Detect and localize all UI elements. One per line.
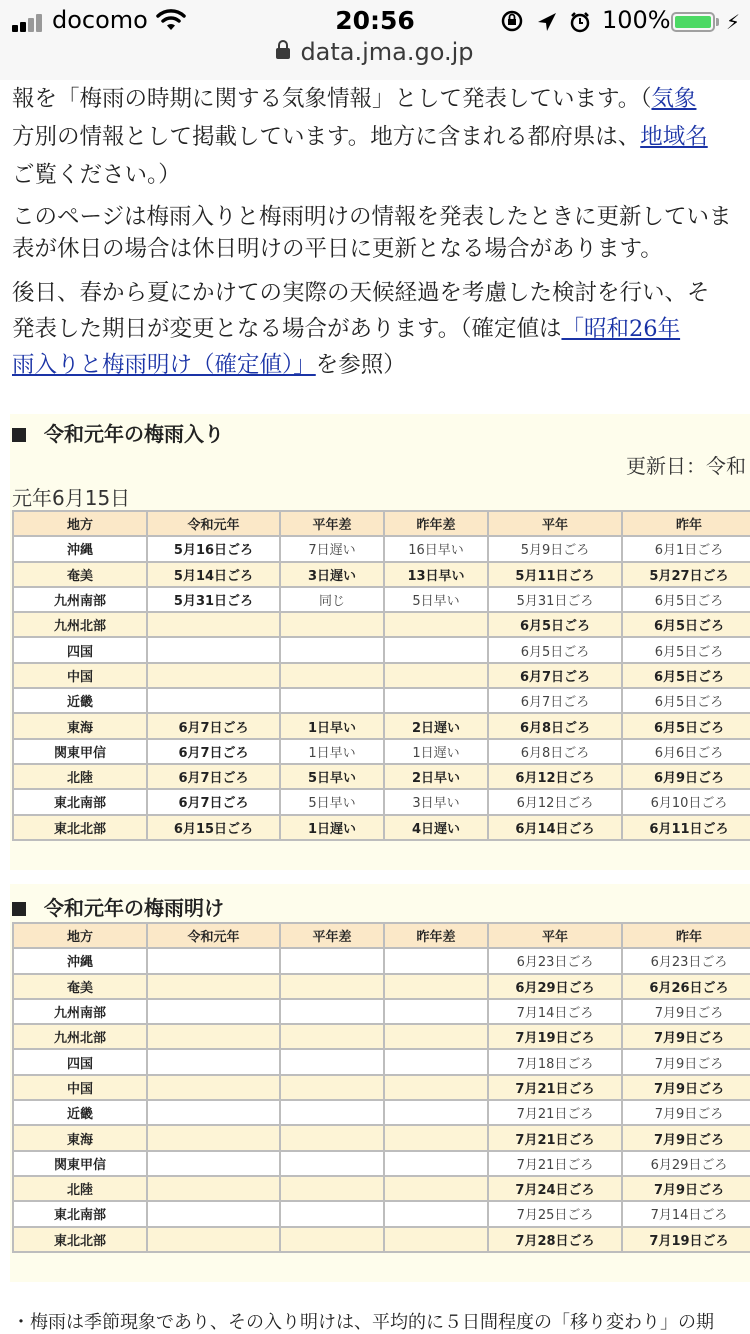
table-cell: 3日早い [385, 790, 487, 813]
table-cell: 5月31日ごろ [489, 588, 621, 611]
end-table [12, 922, 750, 1253]
clock: 20:56 [335, 6, 415, 35]
region-name: 九州北部 [14, 1025, 146, 1048]
table-cell [385, 689, 487, 712]
table-cell: 6月7日ごろ [489, 664, 621, 687]
table-cell: 7月14日ごろ [623, 1202, 750, 1225]
table-cell [148, 1025, 279, 1048]
table-cell: 1日遅い [385, 740, 487, 763]
table-header-row [14, 512, 750, 535]
table-cell: 2日早い [385, 765, 487, 788]
region-name: 四国 [14, 1050, 146, 1073]
table-cell: 7月9日ごろ [623, 1177, 750, 1200]
table-cell: 7月9日ごろ [623, 1000, 750, 1023]
table-cell [281, 1228, 383, 1251]
region-name: 沖縄 [14, 537, 146, 560]
link-kishou[interactable]: 気象 [651, 86, 697, 112]
intro-line-3: ご覧ください。） [12, 162, 181, 188]
column-header: 令和元年 [148, 924, 279, 947]
table-cell [385, 1177, 487, 1200]
table-cell: 7月9日ごろ [623, 1025, 750, 1048]
table-cell: 5日早い [281, 790, 383, 813]
table-cell: 6月23日ごろ [623, 949, 750, 972]
link-chiikimei[interactable]: 地域名 [640, 124, 708, 150]
table-cell: 6月5日ごろ [623, 613, 750, 636]
table-cell: 4日遅い [385, 816, 487, 839]
table-cell: 5月31日ごろ [148, 588, 279, 611]
table-cell [281, 664, 383, 687]
updated-date-label: 更新日：令和 [626, 454, 746, 478]
square-bullet-icon [12, 902, 26, 916]
table-cell: 6月5日ごろ [623, 588, 750, 611]
table-cell: 6月5日ごろ [623, 664, 750, 687]
table-cell: 6月7日ごろ [148, 740, 279, 763]
table-cell: 7月19日ごろ [489, 1025, 621, 1048]
table-cell [281, 1126, 383, 1149]
table-row [14, 816, 750, 839]
region-name: 中国 [14, 1076, 146, 1099]
table-row [14, 1202, 750, 1225]
table-cell [281, 1076, 383, 1099]
table-cell [148, 1177, 279, 1200]
region-name: 北陸 [14, 765, 146, 788]
url-text: data.jma.go.jp [300, 38, 474, 66]
table-cell [148, 638, 279, 661]
table-row [14, 790, 750, 813]
table-cell: 7月14日ごろ [489, 1000, 621, 1023]
table-cell [385, 949, 487, 972]
table-cell: 6月7日ごろ [148, 765, 279, 788]
table-row [14, 1076, 750, 1099]
table-cell: 7月21日ごろ [489, 1152, 621, 1175]
table-cell [148, 1101, 279, 1124]
table-cell [385, 664, 487, 687]
carrier-name: docomo [52, 6, 148, 34]
table-cell [281, 689, 383, 712]
table-cell: 5月16日ごろ [148, 537, 279, 560]
table-cell [281, 638, 383, 661]
table-cell: 7月21日ごろ [489, 1076, 621, 1099]
table-cell: 1日遅い [281, 816, 383, 839]
end-section-title: 令和元年の梅雨明け [12, 892, 224, 921]
table-cell [148, 1050, 279, 1073]
battery-tip [716, 18, 719, 26]
table-cell [148, 1228, 279, 1251]
region-name: 九州北部 [14, 613, 146, 636]
table-row [14, 664, 750, 687]
table-cell [148, 1202, 279, 1225]
table-cell: 6月7日ごろ [148, 714, 279, 737]
table-cell [281, 1025, 383, 1048]
table-cell: 6月1日ごろ [623, 537, 750, 560]
table-cell: 7月21日ごろ [489, 1101, 621, 1124]
table-cell: 6月8日ごろ [489, 740, 621, 763]
onset-section-title: 令和元年の梅雨入り [12, 418, 224, 447]
table-cell: 7月9日ごろ [623, 1050, 750, 1073]
table-cell: 7月9日ごろ [623, 1101, 750, 1124]
table-cell: 13日早い [385, 563, 487, 586]
table-cell: 5月27日ごろ [623, 563, 750, 586]
page-content[interactable] [0, 80, 750, 1334]
table-row [14, 588, 750, 611]
column-header: 平年 [489, 924, 621, 947]
battery-icon [671, 12, 715, 32]
column-header: 昨年差 [385, 512, 487, 535]
footnote: ・梅雨は季節現象であり、その入り明けは、平均的に５日間程度の「移り変わり」の期 [12, 1312, 714, 1333]
table-cell [385, 1076, 487, 1099]
square-bullet-icon [12, 428, 26, 442]
table-cell: 5月14日ごろ [148, 563, 279, 586]
table-cell [281, 1177, 383, 1200]
table-row [14, 1101, 750, 1124]
table-cell [385, 1152, 487, 1175]
column-header: 平年差 [281, 924, 383, 947]
column-header: 平年差 [281, 512, 383, 535]
table-row [14, 949, 750, 972]
table-cell: 7月21日ごろ [489, 1126, 621, 1149]
region-name: 沖縄 [14, 949, 146, 972]
table-row [14, 765, 750, 788]
table-cell: 6月5日ごろ [623, 689, 750, 712]
table-cell [385, 613, 487, 636]
table-cell: 1日早い [281, 740, 383, 763]
table-header-row [14, 924, 750, 947]
table-cell: 3日遅い [281, 563, 383, 586]
column-header: 昨年差 [385, 924, 487, 947]
table-cell: 6月6日ごろ [623, 740, 750, 763]
link-confirmed-values[interactable]: 「昭和26年 [561, 316, 681, 342]
onset-table [12, 510, 750, 841]
column-header: 昨年 [623, 924, 750, 947]
table-row [14, 1228, 750, 1251]
region-name: 東北南部 [14, 790, 146, 813]
table-cell: 6月8日ごろ [489, 714, 621, 737]
table-cell [281, 1101, 383, 1124]
region-name: 関東甲信 [14, 1152, 146, 1175]
table-cell [385, 1101, 487, 1124]
table-cell: 6月23日ごろ [489, 949, 621, 972]
region-name: 東海 [14, 1126, 146, 1149]
table-row [14, 1177, 750, 1200]
table-cell [385, 1000, 487, 1023]
lock-icon [276, 48, 290, 59]
region-name: 関東甲信 [14, 740, 146, 763]
status-bar [0, 0, 750, 80]
table-cell [148, 613, 279, 636]
table-row [14, 1025, 750, 1048]
table-cell: 5日早い [281, 765, 383, 788]
table-cell: 6月10日ごろ [623, 790, 750, 813]
table-row [14, 689, 750, 712]
table-cell [385, 1126, 487, 1149]
column-header: 地方 [14, 512, 146, 535]
table-cell: 16日早い [385, 537, 487, 560]
table-cell: 6月9日ごろ [623, 765, 750, 788]
table-cell [385, 1050, 487, 1073]
region-name: 東北南部 [14, 1202, 146, 1225]
region-name: 東北北部 [14, 816, 146, 839]
rotation-lock-icon [503, 12, 521, 30]
table-row [14, 1126, 750, 1149]
region-name: 近畿 [14, 689, 146, 712]
battery-percentage: 100% [602, 6, 671, 34]
table-cell: 6月14日ごろ [489, 816, 621, 839]
table-cell: 6月7日ごろ [148, 790, 279, 813]
revision-note-line-2: 発表した期日が変更となる場合があります。（確定値は「昭和26年 [12, 316, 681, 342]
table-row [14, 613, 750, 636]
region-name: 中国 [14, 664, 146, 687]
table-cell: 7月9日ごろ [623, 1126, 750, 1149]
table-cell [148, 689, 279, 712]
region-name: 奄美 [14, 563, 146, 586]
table-cell [281, 613, 383, 636]
table-cell [281, 1000, 383, 1023]
table-cell: 6月5日ごろ [489, 613, 621, 636]
address-bar[interactable] [0, 38, 750, 66]
region-name: 九州南部 [14, 1000, 146, 1023]
table-cell [148, 1000, 279, 1023]
table-cell: 6月29日ごろ [489, 975, 621, 998]
table-cell: 6月12日ごろ [489, 765, 621, 788]
table-cell: 6月5日ごろ [623, 638, 750, 661]
table-cell: 6月12日ごろ [489, 790, 621, 813]
alarm-clock-icon [572, 13, 588, 31]
table-cell: 6月15日ごろ [148, 816, 279, 839]
table-cell [148, 1126, 279, 1149]
table-cell: 6月11日ごろ [623, 816, 750, 839]
table-cell: 6月26日ごろ [623, 975, 750, 998]
table-cell: 7月24日ごろ [489, 1177, 621, 1200]
table-cell [385, 1025, 487, 1048]
table-cell [148, 1076, 279, 1099]
table-cell [148, 1152, 279, 1175]
table-row [14, 537, 750, 560]
table-row [14, 638, 750, 661]
table-cell: 7月25日ごろ [489, 1202, 621, 1225]
update-note-line-2: 表が休日の場合は休日明けの平日に更新となる場合があります。 [12, 236, 663, 262]
region-name: 近畿 [14, 1101, 146, 1124]
table-cell: 同じ [281, 588, 383, 611]
revision-note-line-3: 雨入りと梅雨明け（確定値）」を参照） [12, 352, 406, 378]
table-cell: 7月19日ごろ [623, 1228, 750, 1251]
table-cell [385, 638, 487, 661]
table-cell: 5月9日ごろ [489, 537, 621, 560]
table-row [14, 714, 750, 737]
table-cell: 1日早い [281, 714, 383, 737]
column-header: 昨年 [623, 512, 750, 535]
table-cell: 7月9日ごろ [623, 1076, 750, 1099]
table-cell [148, 664, 279, 687]
table-cell [281, 1152, 383, 1175]
table-cell [148, 975, 279, 998]
table-row [14, 563, 750, 586]
table-cell [281, 975, 383, 998]
table-row [14, 1050, 750, 1073]
table-cell [148, 949, 279, 972]
revision-note-line-1: 後日、春から夏にかけての実際の天候経過を考慮した検討を行い、そ [12, 280, 710, 306]
table-cell: 6月7日ごろ [489, 689, 621, 712]
table-cell: 7月28日ごろ [489, 1228, 621, 1251]
location-arrow-icon [538, 13, 556, 31]
charging-bolt-icon: ⚡ [726, 10, 741, 34]
region-name: 奄美 [14, 975, 146, 998]
table-row [14, 740, 750, 763]
region-name: 東海 [14, 714, 146, 737]
table-cell [385, 1228, 487, 1251]
column-header: 令和元年 [148, 512, 279, 535]
region-name: 東北北部 [14, 1228, 146, 1251]
table-row [14, 1152, 750, 1175]
table-cell: 6月5日ごろ [489, 638, 621, 661]
table-cell [281, 1050, 383, 1073]
link-confirmed-values-cont[interactable]: 雨入りと梅雨明け（確定値）」 [12, 352, 316, 378]
column-header: 地方 [14, 924, 146, 947]
status-icons [500, 8, 596, 36]
as-of-date: 元年6月15日 [12, 486, 131, 510]
table-cell [281, 949, 383, 972]
table-row [14, 1000, 750, 1023]
table-cell: 7日遅い [281, 537, 383, 560]
intro-line-1: 報を「梅雨の時期に関する気象情報」として発表しています。（気象 [12, 86, 697, 112]
region-name: 四国 [14, 638, 146, 661]
table-cell: 6月5日ごろ [623, 714, 750, 737]
table-cell: 7月18日ごろ [489, 1050, 621, 1073]
table-cell: 6月29日ごろ [623, 1152, 750, 1175]
region-name: 九州南部 [14, 588, 146, 611]
intro-line-2: 方別の情報として掲載しています。地方に含まれる都府県は、地域名 [12, 124, 708, 150]
table-cell [385, 975, 487, 998]
region-name: 北陸 [14, 1177, 146, 1200]
table-cell [281, 1202, 383, 1225]
table-row [14, 975, 750, 998]
table-cell [385, 1202, 487, 1225]
update-note-line-1: このページは梅雨入りと梅雨明けの情報を発表したときに更新していま [12, 204, 732, 230]
column-header: 平年 [489, 512, 621, 535]
table-cell: 5日早い [385, 588, 487, 611]
table-cell: 5月11日ごろ [489, 563, 621, 586]
table-cell: 2日遅い [385, 714, 487, 737]
